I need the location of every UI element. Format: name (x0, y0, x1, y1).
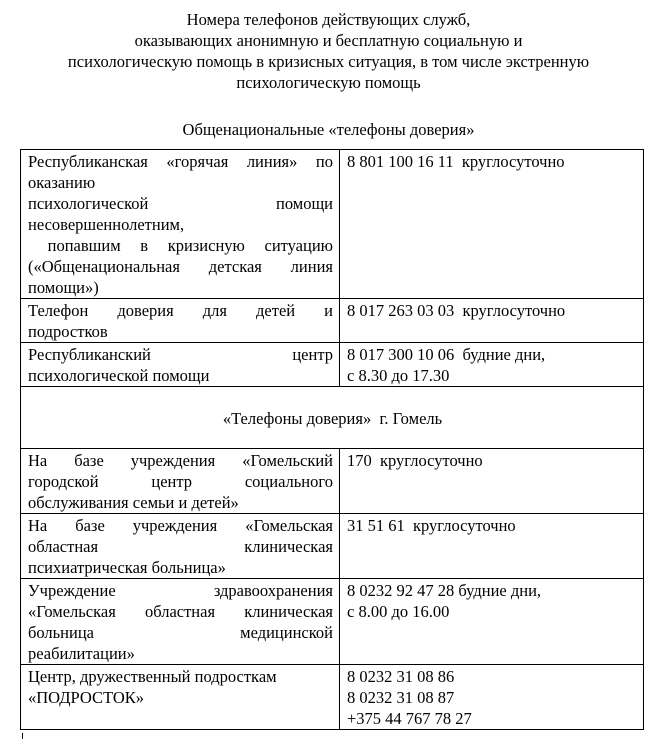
service-name-line: На базе учреждения «Гомельский (28, 451, 333, 470)
title-line-1: Номера телефонов действующих служб, (186, 10, 471, 29)
table-row (21, 665, 644, 730)
service-name-line: подростков (28, 322, 108, 341)
table-row (21, 150, 644, 299)
table-row (21, 579, 644, 665)
service-name-line: психологической помощи (28, 194, 333, 213)
phone-cell (340, 579, 644, 665)
service-name-line: («Общенациональная детская линия (28, 257, 333, 276)
phone-number[interactable]: 8 017 300 10 06 будние дни, (347, 345, 546, 364)
service-name-line: оказанию (28, 173, 96, 192)
service-name-line: Республиканская «горячая линия» по (28, 152, 333, 171)
national-section-title: Общенациональные «телефоны доверия» (182, 120, 475, 139)
service-name-line: «Гомельская областная клиническая (28, 602, 333, 621)
phone-cell (340, 514, 644, 579)
working-hours: с 8.00 до 16.00 (347, 602, 450, 621)
service-name-cell (21, 150, 340, 299)
service-name-cell (21, 299, 340, 343)
service-name-line: реабилитации» (28, 644, 135, 663)
service-name-line: Центр, дружественный подросткам (28, 667, 277, 686)
title-line-4: психологическую помощь (236, 73, 421, 92)
working-hours: с 8.30 до 17.30 (347, 366, 450, 385)
table-row (21, 514, 644, 579)
service-name-cell (21, 579, 340, 665)
service-name-line: психиатрическая больница» (28, 558, 226, 577)
service-name-line: На базе учреждения «Гомельская (28, 516, 333, 535)
document-title (0, 9, 657, 93)
phone-number[interactable]: 31 51 61 круглосуточно (347, 516, 516, 535)
service-name-cell (21, 449, 340, 514)
phone-number[interactable]: 8 0232 31 08 86 (347, 667, 455, 686)
local-section-title (21, 387, 644, 449)
service-name-line: обслуживания семьи и детей» (28, 493, 239, 512)
service-name-line: Телефон доверия для детей и (28, 301, 333, 320)
service-name-line: городской центр социального (28, 472, 333, 491)
phone-cell (340, 449, 644, 514)
phone-cell (340, 343, 644, 387)
service-name-line: попавшим в кризисную ситуацию (28, 236, 333, 255)
service-name-line: несовершеннолетним, (28, 215, 185, 234)
service-name-line: областная клиническая (28, 537, 333, 556)
phone-number[interactable]: 8 0232 31 08 87 (347, 688, 455, 707)
service-name-cell (21, 343, 340, 387)
phone-cell (340, 150, 644, 299)
local-section-label: «Телефоны доверия» г. Гомель (222, 408, 443, 428)
table-row (21, 387, 644, 449)
service-name-line: больница медицинской (28, 623, 333, 642)
table-row (21, 299, 644, 343)
page-edge-mark (22, 733, 23, 739)
helplines-table (20, 149, 644, 730)
service-name-line: «ПОДРОСТОК» (28, 688, 145, 707)
phone-number[interactable]: 8 017 263 03 03 круглосуточно (347, 301, 566, 320)
table-row (21, 343, 644, 387)
title-line-3: психологическую помощь в кризисных ситуация, в том числе экстренную (67, 52, 590, 71)
phone-cell (340, 665, 644, 730)
table-row (21, 449, 644, 514)
service-name-line: Республиканский центр (28, 345, 333, 364)
phone-number[interactable]: 170 круглосуточно (347, 451, 483, 470)
phone-number[interactable]: +375 44 767 78 27 (347, 709, 472, 728)
phone-number[interactable]: 8 801 100 16 11 круглосуточно (347, 152, 565, 171)
service-name-line: психологической помощи (28, 366, 210, 385)
service-name-line: помощи») (28, 278, 99, 297)
phone-cell (340, 299, 644, 343)
service-name-line: Учреждение здравоохранения (28, 581, 333, 600)
phone-number[interactable]: 8 0232 92 47 28 будние дни, (347, 581, 542, 600)
title-line-2: оказывающих анонимную и бесплатную социальную и (134, 31, 523, 50)
service-name-cell (21, 665, 340, 730)
service-name-cell (21, 514, 340, 579)
